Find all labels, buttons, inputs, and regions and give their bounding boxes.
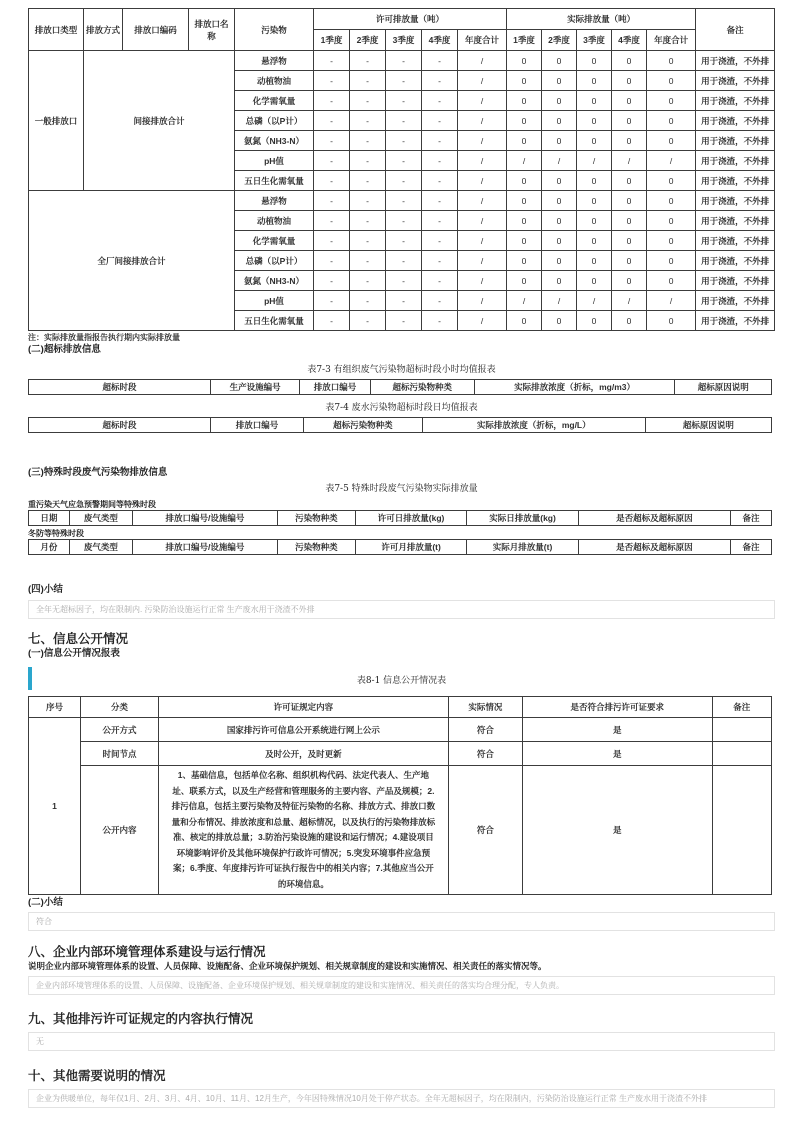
table81-title: 表8-1 信息公开情况表 xyxy=(356,676,447,686)
actual-value-cell: 0 xyxy=(647,271,696,291)
actual-value-cell: 0 xyxy=(577,91,612,111)
pollutant-cell: 总磷（以P计） xyxy=(235,251,314,271)
col-outlet-no: 排放口编号 xyxy=(211,418,304,433)
remark-cell: 用于浇渣，不外排 xyxy=(696,211,775,231)
permitted-value-cell: / xyxy=(458,51,507,71)
col-q4: 4季度 xyxy=(422,30,458,51)
actual-value-cell: / xyxy=(577,291,612,311)
permitted-value-cell: - xyxy=(422,131,458,151)
permitted-value-cell: - xyxy=(314,231,350,251)
heading-exceed-info: (二)超标排放信息 xyxy=(28,344,101,355)
table74-title: 表7-4 废水污染物超标时段日均值报表 xyxy=(325,403,478,413)
permitted-value-cell: - xyxy=(314,71,350,91)
actual-value-cell: 0 xyxy=(612,311,647,331)
actual-value-cell: 0 xyxy=(612,131,647,151)
permitted-value-cell: / xyxy=(458,291,507,311)
permitted-value-cell: - xyxy=(386,71,422,91)
remark-cell: 用于浇渣，不外排 xyxy=(696,311,775,331)
table81-row-content xyxy=(29,766,772,895)
pollutant-cell: 化学需氧量 xyxy=(235,231,314,251)
actual-value-cell: 0 xyxy=(542,71,577,91)
permitted-value-cell: - xyxy=(314,111,350,131)
actual-value-cell: 0 xyxy=(507,131,542,151)
heading-summary-4: (四)小结 xyxy=(28,584,63,595)
col-actual-concentration: 实际排放浓度（折标，mg/m3） xyxy=(474,380,675,395)
col-exceed-and-reason: 是否超标及超标原因 xyxy=(578,511,730,526)
col-gas-type: 废气类型 xyxy=(69,540,132,555)
category-cell: 时间节点 xyxy=(81,742,159,766)
col-date: 日期 xyxy=(29,511,70,526)
heavy-pollution-table xyxy=(28,510,772,526)
actual-value-cell: 0 xyxy=(647,111,696,131)
col-permit-daily: 许可日排放量(kg) xyxy=(355,511,466,526)
col-exceed-period: 超标时段 xyxy=(29,418,211,433)
col-q3: 3季度 xyxy=(577,30,612,51)
emission-header-row-1 xyxy=(29,9,775,30)
serial-no-cell: 1 xyxy=(29,718,81,895)
actual-value-cell: 0 xyxy=(577,211,612,231)
permitted-value-cell: / xyxy=(458,111,507,131)
permitted-value-cell: - xyxy=(314,51,350,71)
section-9-field[interactable]: 无 xyxy=(28,1032,775,1051)
permitted-value-cell: - xyxy=(314,171,350,191)
actual-value-cell: 0 xyxy=(612,71,647,91)
actual-value-cell: 0 xyxy=(507,271,542,291)
table73-header-row xyxy=(29,380,772,395)
col-compliance: 是否符合排污许可证要求 xyxy=(523,697,712,718)
emission-summary-table xyxy=(28,8,775,331)
remark-cell: 用于浇渣，不外排 xyxy=(696,51,775,71)
pollutant-cell: 总磷（以P计） xyxy=(235,111,314,131)
actual-value-cell: / xyxy=(542,151,577,171)
actual-value-cell: 0 xyxy=(542,251,577,271)
permitted-value-cell: - xyxy=(314,191,350,211)
actual-value-cell: 0 xyxy=(507,211,542,231)
pollutant-cell: 动植物油 xyxy=(235,211,314,231)
actual-value-cell: 0 xyxy=(647,51,696,71)
actual-value-cell: / xyxy=(577,151,612,171)
permitted-value-cell: - xyxy=(386,111,422,131)
actual-value-cell: 0 xyxy=(577,51,612,71)
remark-cell xyxy=(712,766,771,895)
permitted-value-cell: / xyxy=(458,251,507,271)
permitted-value-cell: - xyxy=(386,51,422,71)
remark-cell: 用于浇渣，不外排 xyxy=(696,131,775,151)
col-discharge-method: 排放方式 xyxy=(84,9,123,51)
permitted-value-cell: - xyxy=(422,251,458,271)
permitted-value-cell: - xyxy=(422,171,458,191)
col-q1: 1季度 xyxy=(314,30,350,51)
col-remark: 备注 xyxy=(731,540,772,555)
actual-value-cell: 0 xyxy=(612,191,647,211)
actual-value-cell: 0 xyxy=(647,71,696,91)
permitted-value-cell: - xyxy=(314,271,350,291)
col-remark: 备注 xyxy=(712,697,771,718)
permitted-value-cell: - xyxy=(350,111,386,131)
actual-value-cell: 0 xyxy=(507,311,542,331)
actual-value-cell: 0 xyxy=(542,271,577,291)
permitted-value-cell: - xyxy=(350,271,386,291)
heavy-header-row xyxy=(29,511,772,526)
col-exceed-and-reason: 是否超标及超标原因 xyxy=(578,540,730,555)
col-permit-content: 许可证规定内容 xyxy=(159,697,449,718)
col-outlet-facility-no: 排放口编号/设施编号 xyxy=(133,540,278,555)
permitted-value-cell: - xyxy=(386,231,422,251)
actual-value-cell: 0 xyxy=(542,111,577,131)
remark-cell: 用于浇渣，不外排 xyxy=(696,71,775,91)
permitted-value-cell: / xyxy=(458,211,507,231)
section-8-field[interactable]: 企业内部环境管理体系的设置、人员保障、设施配备、企业环境保护规划、相关规章制度的建设和实施情况、相关责任的落实均合理分配，专人负责。 xyxy=(28,976,775,995)
col-category: 分类 xyxy=(81,697,159,718)
heading-summary-7-2: (二)小结 xyxy=(28,897,63,908)
col-pollutant-type: 污染物种类 xyxy=(277,540,355,555)
pollutant-cell: 动植物油 xyxy=(235,71,314,91)
col-exceed-reason: 超标原因说明 xyxy=(645,418,771,433)
col-q2: 2季度 xyxy=(542,30,577,51)
pollutant-cell: 悬浮物 xyxy=(235,191,314,211)
winter-label: 冬防等特殊时段 xyxy=(28,529,84,538)
actual-value-cell: / xyxy=(507,291,542,311)
permitted-value-cell: - xyxy=(314,291,350,311)
col-actual-monthly: 实际月排放量(t) xyxy=(467,540,578,555)
actual-value-cell: 0 xyxy=(612,171,647,191)
permitted-value-cell: - xyxy=(386,291,422,311)
pollutant-cell: 悬浮物 xyxy=(235,51,314,71)
col-q1: 1季度 xyxy=(507,30,542,51)
remark-cell: 用于浇渣，不外排 xyxy=(696,231,775,251)
actual-value-cell: 0 xyxy=(647,231,696,251)
permitted-value-cell: / xyxy=(458,231,507,251)
actual-value-cell: 0 xyxy=(542,91,577,111)
actual-value-cell: 0 xyxy=(647,91,696,111)
actual-value-cell: 0 xyxy=(612,211,647,231)
permitted-value-cell: - xyxy=(422,111,458,131)
permitted-value-cell: / xyxy=(458,91,507,111)
permitted-value-cell: / xyxy=(458,271,507,291)
pollutant-cell: 五日生化需氧量 xyxy=(235,311,314,331)
actual-value-cell: 0 xyxy=(612,231,647,251)
actual-value-cell: 0 xyxy=(612,111,647,131)
heavy-pollution-label: 重污染天气应急预警期间等特殊时段 xyxy=(28,500,156,509)
col-exceed-pollutant: 超标污染物种类 xyxy=(303,418,422,433)
permitted-value-cell: - xyxy=(422,231,458,251)
actual-value-cell: 0 xyxy=(542,51,577,71)
winter-table xyxy=(28,539,772,555)
remark-cell xyxy=(712,742,771,766)
remark-cell: 用于浇渣，不外排 xyxy=(696,191,775,211)
col-annual: 年度合计 xyxy=(647,30,696,51)
permitted-value-cell: - xyxy=(350,151,386,171)
pollutant-cell: pH值 xyxy=(235,291,314,311)
col-outlet-facility-no: 排放口编号/设施编号 xyxy=(133,511,278,526)
col-gas-type: 废气类型 xyxy=(69,511,132,526)
permitted-value-cell: - xyxy=(422,151,458,171)
table81 xyxy=(28,696,772,895)
category-cell: 公开内容 xyxy=(81,766,159,895)
permitted-value-cell: - xyxy=(386,171,422,191)
permitted-value-cell: - xyxy=(422,71,458,91)
table-note: 注：实际排放量指报告执行期内实际排放量 xyxy=(28,333,180,342)
pollutant-cell: pH值 xyxy=(235,151,314,171)
pollutant-cell: 五日生化需氧量 xyxy=(235,171,314,191)
permitted-value-cell: / xyxy=(458,131,507,151)
actual-value-cell: 0 xyxy=(542,171,577,191)
heading-section-10: 十、其他需要说明的情况 xyxy=(28,1069,166,1083)
col-remark: 备注 xyxy=(731,511,772,526)
col-outlet-name: 排放口名称 xyxy=(189,9,235,51)
permitted-value-cell: - xyxy=(350,231,386,251)
permitted-value-cell: / xyxy=(458,311,507,331)
actual-value-cell: 0 xyxy=(507,231,542,251)
category-cell: 公开方式 xyxy=(81,718,159,742)
permitted-value-cell: - xyxy=(386,91,422,111)
table74 xyxy=(28,417,772,433)
actual-value-cell: 0 xyxy=(647,131,696,151)
heading-section-9: 九、其他排污许可证规定的内容执行情况 xyxy=(28,1012,254,1026)
summary-7-field[interactable]: 符合 xyxy=(28,912,775,931)
compliant-cell: 是 xyxy=(523,718,712,742)
pollutant-cell: 氨氮（NH3-N） xyxy=(235,131,314,151)
actual-value-cell: 0 xyxy=(612,251,647,271)
actual-value-cell: 0 xyxy=(542,311,577,331)
col-facility-no: 生产设施编号 xyxy=(211,380,300,395)
actual-value-cell: 0 xyxy=(577,71,612,91)
actual-value-cell: 0 xyxy=(542,231,577,251)
permitted-value-cell: - xyxy=(386,151,422,171)
actual-value-cell: 0 xyxy=(577,131,612,151)
actual-value-cell: 0 xyxy=(612,271,647,291)
permitted-value-cell: - xyxy=(422,291,458,311)
permitted-value-cell: - xyxy=(422,311,458,331)
actual-cell: 符合 xyxy=(448,718,522,742)
permit-content-cell: 国家排污许可信息公开系统进行网上公示 xyxy=(159,718,449,742)
actual-value-cell: 0 xyxy=(647,311,696,331)
actual-value-cell: 0 xyxy=(507,91,542,111)
actual-value-cell: 0 xyxy=(647,211,696,231)
col-outlet-code: 排放口编码 xyxy=(123,9,189,51)
permitted-value-cell: - xyxy=(350,51,386,71)
actual-value-cell: 0 xyxy=(577,251,612,271)
actual-value-cell: 0 xyxy=(647,191,696,211)
emission-row xyxy=(29,191,775,211)
remark-cell: 用于浇渣，不外排 xyxy=(696,251,775,271)
permitted-value-cell: - xyxy=(350,291,386,311)
remark-cell: 用于浇渣，不外排 xyxy=(696,291,775,311)
accent-bar xyxy=(28,667,32,690)
actual-value-cell: 0 xyxy=(507,191,542,211)
col-group-actual: 实际排放量（吨） xyxy=(507,9,696,30)
permitted-value-cell: - xyxy=(422,191,458,211)
permitted-value-cell: / xyxy=(458,171,507,191)
col-group-permitted: 许可排放量（吨） xyxy=(314,9,507,30)
permitted-value-cell: - xyxy=(314,311,350,331)
permitted-value-cell: - xyxy=(422,91,458,111)
table81-row-timing xyxy=(29,742,772,766)
actual-value-cell: / xyxy=(612,291,647,311)
actual-value-cell: 0 xyxy=(542,131,577,151)
actual-value-cell: / xyxy=(647,291,696,311)
permitted-value-cell: - xyxy=(386,271,422,291)
table81-header-row xyxy=(29,697,772,718)
permitted-value-cell: - xyxy=(386,251,422,271)
table81-row-method xyxy=(29,718,772,742)
col-serial-no: 序号 xyxy=(29,697,81,718)
permitted-value-cell: - xyxy=(386,211,422,231)
heading-special-period: (三)特殊时段废气污染物排放信息 xyxy=(28,467,168,478)
permit-content-cell: 1、基础信息，包括单位名称、组织机构代码、法定代表人、生产地址、联系方式，以及生产经营和管理服务的主要内容、产品及规模；2.排污信息，包括主要污染物及特征污染物的名称、排放方式、排放口数量和分布情况、排放浓度和总量、超标情况，以及执行的污染物排放标准、核定的排放总量；3.防治污染设施的建设和运行情况；4.建设项目环境影响评价及其他环境保护行政许可情况；5.突发环境事件应急预案；6.季度、年度排污许可证执行报告中的相关内容；7.其他应当公开的环境信息。 xyxy=(159,766,449,895)
col-permit-monthly: 许可月排放量(t) xyxy=(355,540,466,555)
permitted-value-cell: - xyxy=(350,171,386,191)
actual-value-cell: / xyxy=(612,151,647,171)
permitted-value-cell: - xyxy=(350,191,386,211)
permitted-value-cell: / xyxy=(458,151,507,171)
remark-cell: 用于浇渣，不外排 xyxy=(696,171,775,191)
outlet-label-cell: 间接排放合计 xyxy=(84,51,235,191)
remark-cell: 用于浇渣，不外排 xyxy=(696,151,775,171)
col-annual: 年度合计 xyxy=(458,30,507,51)
permitted-value-cell: - xyxy=(314,91,350,111)
emission-row xyxy=(29,51,775,71)
permitted-value-cell: - xyxy=(386,131,422,151)
permitted-value-cell: - xyxy=(386,191,422,211)
actual-value-cell: 0 xyxy=(507,51,542,71)
actual-value-cell: 0 xyxy=(542,191,577,211)
emission-table-body xyxy=(29,51,775,331)
pollutant-cell: 氨氮（NH3-N） xyxy=(235,271,314,291)
actual-value-cell: 0 xyxy=(577,271,612,291)
permitted-value-cell: - xyxy=(350,71,386,91)
heading-section-7-1: (一)信息公开情况报表 xyxy=(28,648,120,659)
outlet-label-cell: 全厂间接排放合计 xyxy=(29,191,235,331)
table73 xyxy=(28,379,772,395)
heading-section-7: 七、信息公开情况 xyxy=(28,632,129,646)
actual-value-cell: / xyxy=(507,151,542,171)
permitted-value-cell: - xyxy=(422,271,458,291)
col-pollutant: 污染物 xyxy=(235,9,314,51)
permitted-value-cell: - xyxy=(350,311,386,331)
actual-value-cell: 0 xyxy=(647,171,696,191)
col-actual-concentration: 实际排放浓度（折标，mg/L） xyxy=(422,418,645,433)
actual-value-cell: 0 xyxy=(507,171,542,191)
actual-value-cell: 0 xyxy=(507,251,542,271)
outlet-type-cell: 一般排放口 xyxy=(29,51,84,191)
permitted-value-cell: / xyxy=(458,71,507,91)
col-outlet-no: 排放口编号 xyxy=(300,380,371,395)
permitted-value-cell: - xyxy=(350,91,386,111)
actual-cell: 符合 xyxy=(448,742,522,766)
section-8-description: 说明企业内部环境管理体系的设置、人员保障、设施配备、企业环境保护规划、相关规章制度的建设和实施情况、相关责任的落实情况等。 xyxy=(28,961,547,971)
col-q4: 4季度 xyxy=(612,30,647,51)
col-outlet-type: 排放口类型 xyxy=(29,9,84,51)
permitted-value-cell: - xyxy=(350,211,386,231)
summary-4-field[interactable]: 全年无超标因子，均在限制内. 污染防治设施运行正常 生产废水用于浇渣不外排 xyxy=(28,600,775,619)
permitted-value-cell: - xyxy=(314,131,350,151)
winter-header-row xyxy=(29,540,772,555)
col-remark: 备注 xyxy=(696,9,775,51)
pollutant-cell: 化学需氧量 xyxy=(235,91,314,111)
col-exceed-period: 超标时段 xyxy=(29,380,211,395)
actual-value-cell: 0 xyxy=(542,211,577,231)
permitted-value-cell: - xyxy=(314,151,350,171)
col-actual-daily: 实际日排放量(kg) xyxy=(467,511,578,526)
permitted-value-cell: - xyxy=(314,211,350,231)
actual-value-cell: 0 xyxy=(507,71,542,91)
permitted-value-cell: - xyxy=(350,131,386,151)
col-actual-situation: 实际情况 xyxy=(448,697,522,718)
permitted-value-cell: - xyxy=(350,251,386,271)
actual-value-cell: / xyxy=(647,151,696,171)
table74-header-row xyxy=(29,418,772,433)
col-pollutant-type: 污染物种类 xyxy=(277,511,355,526)
table75-title: 表7-5 特殊时段废气污染物实际排放量 xyxy=(325,484,478,494)
actual-value-cell: 0 xyxy=(577,191,612,211)
permit-content-cell: 及时公开，及时更新 xyxy=(159,742,449,766)
actual-value-cell: 0 xyxy=(507,111,542,131)
actual-value-cell: 0 xyxy=(577,311,612,331)
actual-value-cell: 0 xyxy=(612,51,647,71)
heading-section-8: 八、企业内部环境管理体系建设与运行情况 xyxy=(28,945,266,959)
col-q2: 2季度 xyxy=(350,30,386,51)
remark-cell: 用于浇渣，不外排 xyxy=(696,111,775,131)
actual-value-cell: 0 xyxy=(612,91,647,111)
col-q3: 3季度 xyxy=(386,30,422,51)
actual-value-cell: / xyxy=(542,291,577,311)
remark-cell: 用于浇渣，不外排 xyxy=(696,271,775,291)
remark-cell: 用于浇渣，不外排 xyxy=(696,91,775,111)
col-month: 月份 xyxy=(29,540,70,555)
permitted-value-cell: - xyxy=(314,251,350,271)
actual-value-cell: 0 xyxy=(577,111,612,131)
actual-value-cell: 0 xyxy=(577,171,612,191)
compliant-cell: 是 xyxy=(523,742,712,766)
permitted-value-cell: - xyxy=(422,51,458,71)
compliant-cell: 是 xyxy=(523,766,712,895)
actual-value-cell: 0 xyxy=(647,251,696,271)
actual-cell: 符合 xyxy=(448,766,522,895)
table73-title: 表7-3 有组织废气污染物超标时段小时均值报表 xyxy=(307,365,496,375)
col-exceed-reason: 超标原因说明 xyxy=(675,380,772,395)
actual-value-cell: 0 xyxy=(577,231,612,251)
remark-cell xyxy=(712,718,771,742)
col-exceed-pollutant: 超标污染物种类 xyxy=(370,380,474,395)
permitted-value-cell: - xyxy=(422,211,458,231)
section-10-field[interactable]: 企业为供暖单位，每年仅1月、2月、3月、4月、10月、11月、12月生产，今年因特殊情况10月处于停产状态。全年无超标因子，均在限制内，污染防治设施运行正常 生产废水用于浇渣不外排 xyxy=(28,1089,775,1108)
permitted-value-cell: / xyxy=(458,191,507,211)
permitted-value-cell: - xyxy=(386,311,422,331)
